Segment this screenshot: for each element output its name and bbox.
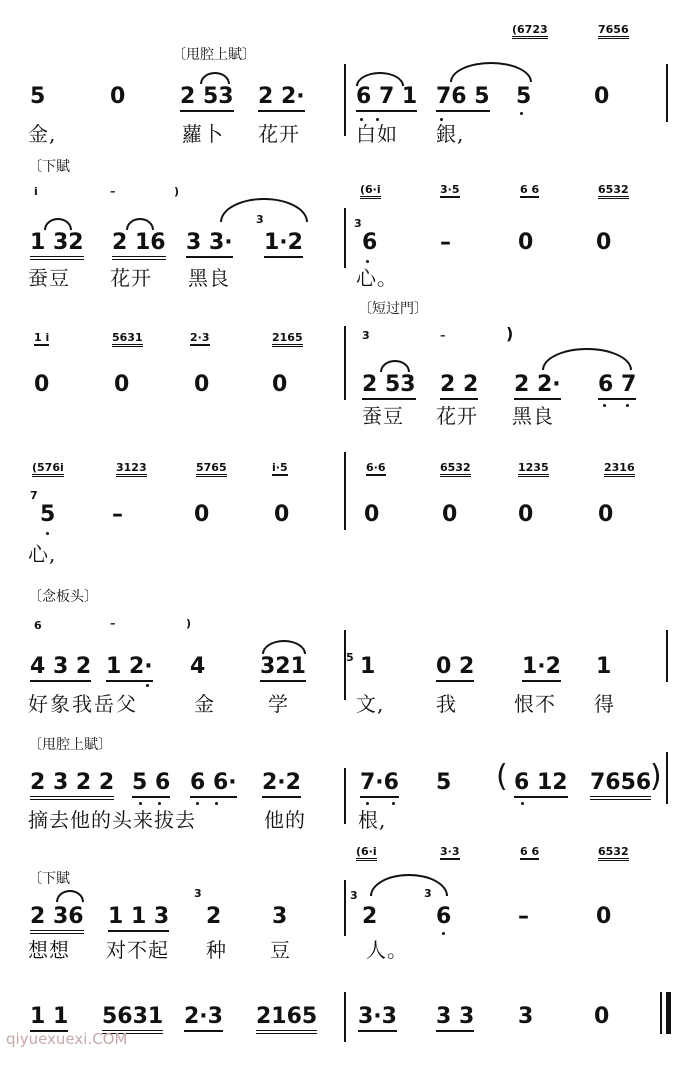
note: 2·3	[184, 1006, 223, 1032]
section-mark: 〔甩腔上賦〕	[28, 737, 112, 753]
barline	[666, 64, 668, 122]
low-dot	[521, 802, 524, 805]
grace-note: 7	[30, 489, 38, 502]
barline	[344, 630, 346, 700]
barline	[666, 752, 668, 804]
section-mark: 〔下賦	[28, 159, 70, 175]
note: 0	[518, 230, 534, 255]
note: 1 32	[30, 232, 84, 260]
note: 2·2	[262, 772, 301, 798]
accomp-group: 6532	[440, 462, 471, 477]
note: 2 2·	[258, 86, 305, 112]
low-dot	[158, 802, 161, 805]
note: 0	[364, 502, 380, 527]
note: 0	[594, 1004, 610, 1029]
lyric: 我	[436, 692, 457, 716]
note: –	[112, 502, 123, 527]
open-paren: (	[496, 759, 508, 794]
note: 2 3 2 2	[30, 772, 114, 800]
accomp-group: 3·3	[440, 845, 460, 858]
note: 321	[260, 656, 306, 682]
slur	[262, 640, 306, 654]
note: 6 7	[598, 374, 636, 400]
barline	[344, 64, 346, 136]
low-dot	[376, 118, 379, 121]
accomp-group: (6·i	[360, 184, 381, 199]
lyric: 种	[206, 938, 227, 962]
accomp-note: –	[440, 329, 446, 342]
note: 0	[518, 502, 534, 527]
accomp-group: 7656	[598, 24, 629, 39]
accomp-group: 2316	[604, 462, 635, 477]
barline	[344, 208, 346, 268]
accomp-group: 1 i	[34, 331, 50, 344]
accomp-note: 3	[362, 329, 370, 342]
barline	[666, 630, 668, 682]
accomp-group: 6·6	[366, 461, 386, 474]
note: 0	[110, 84, 126, 109]
low-dot	[46, 532, 49, 535]
lyric: 学	[268, 692, 289, 716]
note: 1·2	[264, 232, 303, 258]
slur	[126, 218, 154, 230]
note: 4	[190, 654, 206, 679]
low-dot	[360, 118, 363, 121]
note: 2 2	[440, 374, 478, 400]
watermark: qiyuexuexi.COM	[6, 1030, 128, 1048]
lyric: 心。	[356, 266, 398, 290]
note: 0	[34, 372, 50, 397]
note: –	[440, 230, 451, 255]
note: 0	[274, 502, 290, 527]
note: 5	[30, 84, 46, 109]
low-dot	[139, 802, 142, 805]
lyric: 对不起	[106, 938, 169, 962]
note: 2 53	[180, 86, 234, 112]
slur	[44, 218, 72, 230]
lyric: 文,	[356, 692, 385, 716]
lyric: 恨不	[514, 692, 556, 716]
note: 0	[442, 502, 458, 527]
accomp-group: 3·5	[440, 183, 460, 196]
note: 76 5	[436, 86, 490, 112]
accomp-group: 6532	[598, 846, 629, 861]
note: 0	[596, 230, 612, 255]
note: 0	[598, 502, 614, 527]
accomp-group: 5631	[112, 332, 143, 347]
accomp-note: 6	[34, 619, 42, 632]
note: 6	[436, 904, 452, 929]
accomp-group: (576i	[32, 462, 64, 477]
close-paren: )	[650, 759, 662, 794]
note: 2 36	[30, 906, 84, 934]
lyric: 花开	[436, 404, 478, 428]
note: 3	[272, 904, 288, 929]
note: 3 3	[436, 1006, 474, 1032]
note: 4 3 2	[30, 656, 91, 682]
barline	[344, 452, 346, 530]
note: 2 16	[112, 232, 166, 260]
section-mark: 〔念板头〕	[28, 589, 98, 605]
lyric: 黑良	[188, 266, 230, 290]
note: 5	[40, 502, 56, 527]
grace-note: 3	[424, 887, 432, 900]
grace-note: 3	[256, 213, 264, 226]
accomp-group: 6 6	[520, 183, 540, 196]
accomp-group: 1235	[518, 462, 549, 477]
low-dot	[366, 260, 369, 263]
note: –	[518, 904, 529, 929]
note: 5	[436, 770, 452, 795]
accomp-note: –	[110, 185, 116, 198]
note: 3 3·	[186, 232, 233, 258]
low-dot	[392, 802, 395, 805]
barline	[344, 768, 346, 824]
note: 2 2·	[514, 374, 561, 400]
note: 2	[206, 904, 222, 929]
note: 7656	[590, 772, 651, 800]
accomp-group: (6·i	[356, 846, 377, 861]
lyric: 好象我岳父	[28, 692, 138, 716]
note: 0	[194, 372, 210, 397]
note: 0	[596, 904, 612, 929]
grace-note: 5	[346, 651, 354, 664]
lyric: 他的	[264, 808, 306, 832]
note: 2165	[256, 1006, 317, 1034]
note: 3·3	[358, 1006, 397, 1032]
note: 1·2	[522, 656, 561, 682]
note: 0	[114, 372, 130, 397]
note: 0	[194, 502, 210, 527]
lyric: 花开	[110, 266, 152, 290]
low-dot	[146, 684, 149, 687]
note: 1 1 3	[108, 906, 169, 932]
accomp-note: )	[506, 324, 514, 343]
accomp-group: i·5	[272, 461, 288, 474]
lyric: 銀,	[436, 122, 465, 146]
low-dot	[196, 802, 199, 805]
note: 5 6	[132, 772, 170, 798]
lyric: 豆	[270, 938, 291, 962]
lyric: 心,	[28, 542, 57, 566]
accomp-note: –	[110, 617, 116, 630]
note: 6	[362, 230, 378, 255]
low-dot	[442, 932, 445, 935]
accomp-group: 5765	[196, 462, 227, 477]
low-dot	[626, 404, 629, 407]
accomp-group: (6723	[512, 24, 548, 39]
lyric: 蚕豆	[362, 404, 404, 428]
lyric: 根,	[358, 808, 387, 832]
accomp-note: )	[174, 185, 180, 198]
low-dot	[440, 118, 443, 121]
lyric: 人。	[366, 938, 408, 962]
note: 2	[362, 904, 378, 929]
low-dot	[603, 404, 606, 407]
grace-note: 3	[194, 887, 202, 900]
final-barline-thin	[660, 992, 662, 1034]
grace-note: 3	[354, 217, 362, 230]
slur	[356, 72, 404, 86]
low-dot	[366, 802, 369, 805]
lyric: 得	[594, 692, 615, 716]
barline	[344, 992, 346, 1042]
accomp-note: i	[34, 185, 38, 198]
note: 6 7 1	[356, 86, 417, 112]
slur	[370, 874, 448, 896]
final-barline-thick	[666, 992, 671, 1034]
note: 6 12	[514, 772, 568, 798]
lyric: 金	[194, 692, 215, 716]
section-mark: 〔短过門〕	[358, 301, 428, 317]
note: 5631	[102, 1006, 163, 1034]
accomp-group: 6532	[598, 184, 629, 199]
accomp-group: 2165	[272, 332, 303, 347]
lyric: 蚕豆	[28, 266, 70, 290]
lyric: 金,	[28, 122, 57, 146]
section-mark: 〔甩腔上賦〕	[172, 47, 256, 63]
note: 3	[518, 1004, 534, 1029]
note: 6 6·	[190, 772, 237, 798]
slur	[380, 360, 410, 372]
grace-note: 3	[350, 889, 358, 902]
note: 2 53	[362, 374, 416, 400]
note: 0 2	[436, 656, 474, 682]
accomp-group: 3123	[116, 462, 147, 477]
lyric: 白如	[356, 122, 398, 146]
accomp-note: )	[186, 617, 192, 630]
low-dot	[215, 802, 218, 805]
barline	[344, 880, 346, 936]
note: 1 1	[30, 1006, 68, 1032]
slur	[542, 348, 632, 370]
slur	[220, 198, 308, 222]
section-mark: 〔下賦	[28, 871, 70, 887]
lyric: 想想	[28, 938, 70, 962]
note: 7·6	[360, 772, 399, 798]
accomp-group: 6 6	[520, 845, 540, 858]
note: 0	[594, 84, 610, 109]
note: 5	[516, 84, 532, 109]
lyric: 摘去他的头来拔去	[28, 808, 196, 832]
note: 1 2·	[106, 656, 153, 682]
low-dot	[520, 112, 523, 115]
slur	[450, 62, 532, 82]
barline	[344, 326, 346, 400]
lyric: 蘿卜	[182, 122, 224, 146]
note: 1	[596, 654, 612, 679]
accomp-group: 2·3	[190, 331, 210, 344]
slur	[56, 890, 84, 902]
note: 1	[360, 654, 376, 679]
slur	[200, 72, 230, 84]
note: 0	[272, 372, 288, 397]
lyric: 黑良	[512, 404, 554, 428]
lyric: 花开	[258, 122, 300, 146]
